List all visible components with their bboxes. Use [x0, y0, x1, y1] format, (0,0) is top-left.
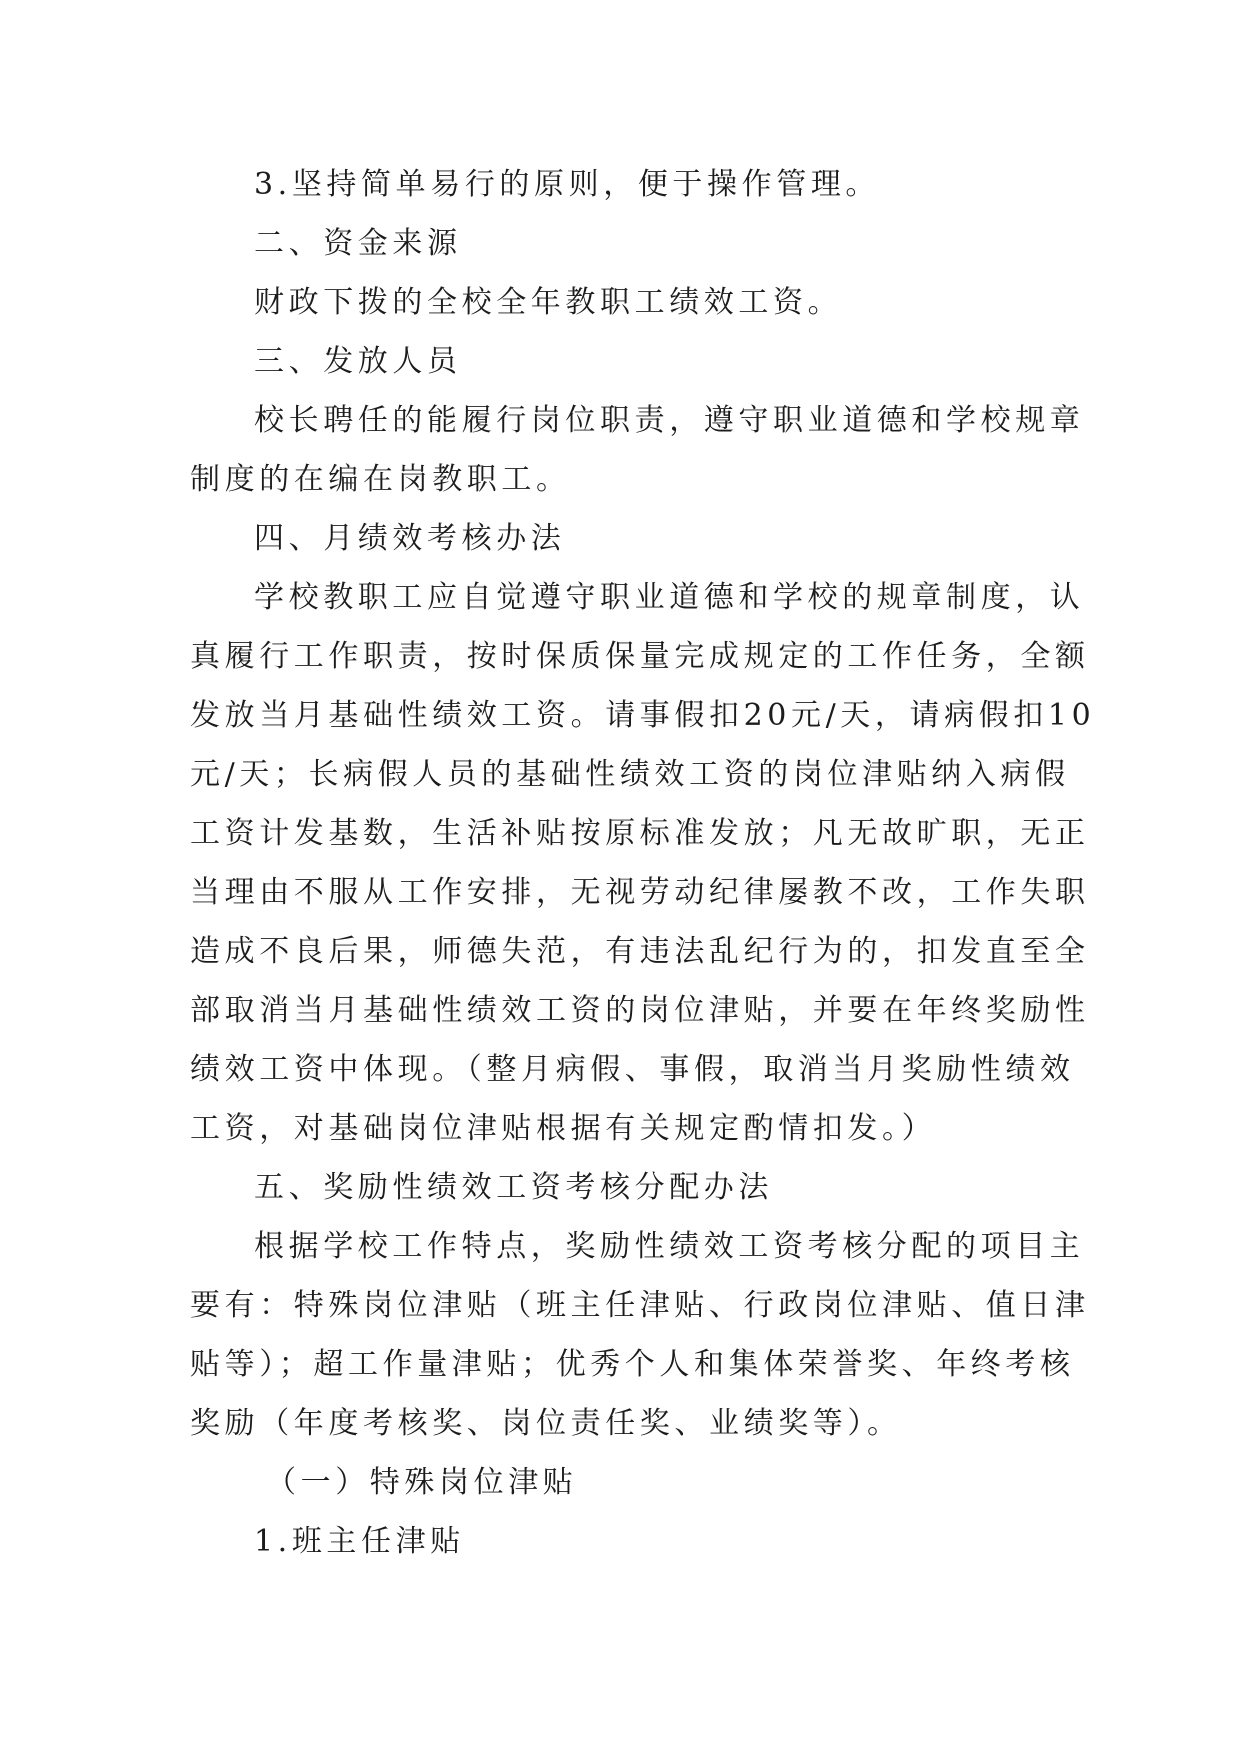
- paragraph-line: 奖励（年度考核奖、岗位责任奖、业绩奖等）。: [190, 1406, 902, 1441]
- clause-3-line: 3.坚持简单易行的原则，便于操作管理。: [254, 167, 881, 202]
- section-heading-monthly-assessment: 四、月绩效考核办法: [254, 521, 566, 556]
- paragraph-line: 制度的在编在岗教职工。: [190, 462, 571, 497]
- paragraph-line: 造成不良后果，师德失范，有违法乱纪行为的，扣发直至全: [190, 934, 1090, 969]
- section-heading-incentive-pay: 五、奖励性绩效工资考核分配办法: [254, 1170, 773, 1205]
- item-heading-class-teacher-allowance: 1.班主任津贴: [254, 1524, 465, 1559]
- paragraph-line: 当理由不服从工作安排，无视劳动纪律屡教不改，工作失职: [190, 875, 1090, 910]
- subsection-heading-special-allowance: （一）特殊岗位津贴: [266, 1465, 578, 1500]
- paragraph-line: 财政下拨的全校全年教职工绩效工资。: [254, 285, 843, 320]
- paragraph-line: 真履行工作职责，按时保质保量完成规定的工作任务，全额: [190, 639, 1090, 674]
- paragraph-line: 工资计发基数，生活补贴按原标准发放；凡无故旷职，无正: [190, 816, 1090, 851]
- paragraph-line: 学校教职工应自觉遵守职业道德和学校的规章制度，认: [254, 580, 1085, 615]
- paragraph-line: 要有：特殊岗位津贴（班主任津贴、行政岗位津贴、值日津: [190, 1288, 1090, 1323]
- paragraph-line: 校长聘任的能履行岗位职责，遵守职业道德和学校规章: [254, 403, 1085, 438]
- paragraph-line: 部取消当月基础性绩效工资的岗位津贴，并要在年终奖励性: [190, 993, 1090, 1028]
- paragraph-line: 工资，对基础岗位津贴根据有关规定酌情扣发。）: [190, 1111, 937, 1146]
- paragraph-line: 发放当月基础性绩效工资。请事假扣20元/天，请病假扣10: [190, 698, 1096, 733]
- section-heading-recipients: 三、发放人员: [254, 344, 462, 379]
- paragraph-line: 贴等）；超工作量津贴；优秀个人和集体荣誉奖、年终考核: [190, 1347, 1075, 1382]
- paragraph-line: 元/天；长病假人员的基础性绩效工资的岗位津贴纳入病假: [190, 757, 1070, 792]
- paragraph-line: 根据学校工作特点，奖励性绩效工资考核分配的项目主: [254, 1229, 1085, 1264]
- section-heading-funding-source: 二、资金来源: [254, 226, 462, 261]
- document-page: [190, 155, 1096, 1571]
- paragraph-line: 绩效工资中体现。（整月病假、事假，取消当月奖励性绩效: [190, 1052, 1075, 1087]
